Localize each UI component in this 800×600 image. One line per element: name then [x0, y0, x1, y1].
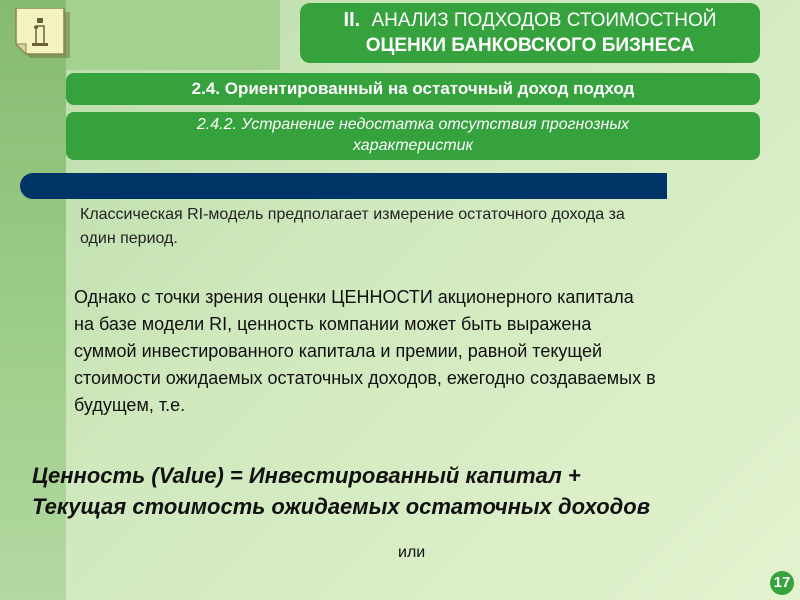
subsection-line-1: 2.4.2. Устранение недостатка отсутствия прогнозных	[196, 116, 630, 133]
formula-line-1: Ценность (Value) = Инвестированный капитал +	[32, 463, 581, 488]
top-decorative-band	[66, 0, 280, 70]
paragraph-intro-line: Классическая RI-модель предполагает измерение остаточного дохода за	[80, 206, 625, 223]
section-heading: 2.4. Ориентированный на остаточный доход подход	[66, 73, 760, 105]
slide-title	[300, 3, 760, 63]
paragraph-main	[74, 284, 794, 419]
subsection-line-2: характеристик	[352, 137, 474, 154]
info-document-icon	[8, 8, 74, 60]
or-text: или	[398, 544, 426, 561]
paragraph-main-line: Однако с точки зрения оценки ЦЕННОСТИ акционерного капитала	[74, 287, 634, 307]
formula-line-2: Текущая стоимость ожидаемых остаточных доходов	[32, 494, 650, 519]
paragraph-intro	[80, 203, 780, 251]
divider-bar	[20, 173, 667, 199]
paragraph-main-line: суммой инвестированного капитала и премии, равной текущей	[74, 341, 603, 361]
paragraph-main-line: на базе модели RI, ценность компании может быть выражена	[74, 314, 592, 334]
page-number-badge: 17	[770, 571, 794, 595]
subsection-heading	[66, 112, 760, 160]
paragraph-main-line: будущем, т.е.	[74, 395, 186, 415]
title-line-2: ОЦЕНКИ БАНКОВСКОГО БИЗНЕСА	[365, 35, 695, 56]
title-line-1: АНАЛИЗ ПОДХОДОВ СТОИМОСТНОЙ	[371, 10, 717, 31]
paragraph-main-line: стоимости ожидаемых остаточных доходов, ежегодно создаваемых в	[74, 368, 656, 388]
value-formula	[32, 460, 792, 522]
section-roman-numeral: II.	[343, 9, 361, 31]
paragraph-intro-line: один период.	[80, 230, 178, 247]
